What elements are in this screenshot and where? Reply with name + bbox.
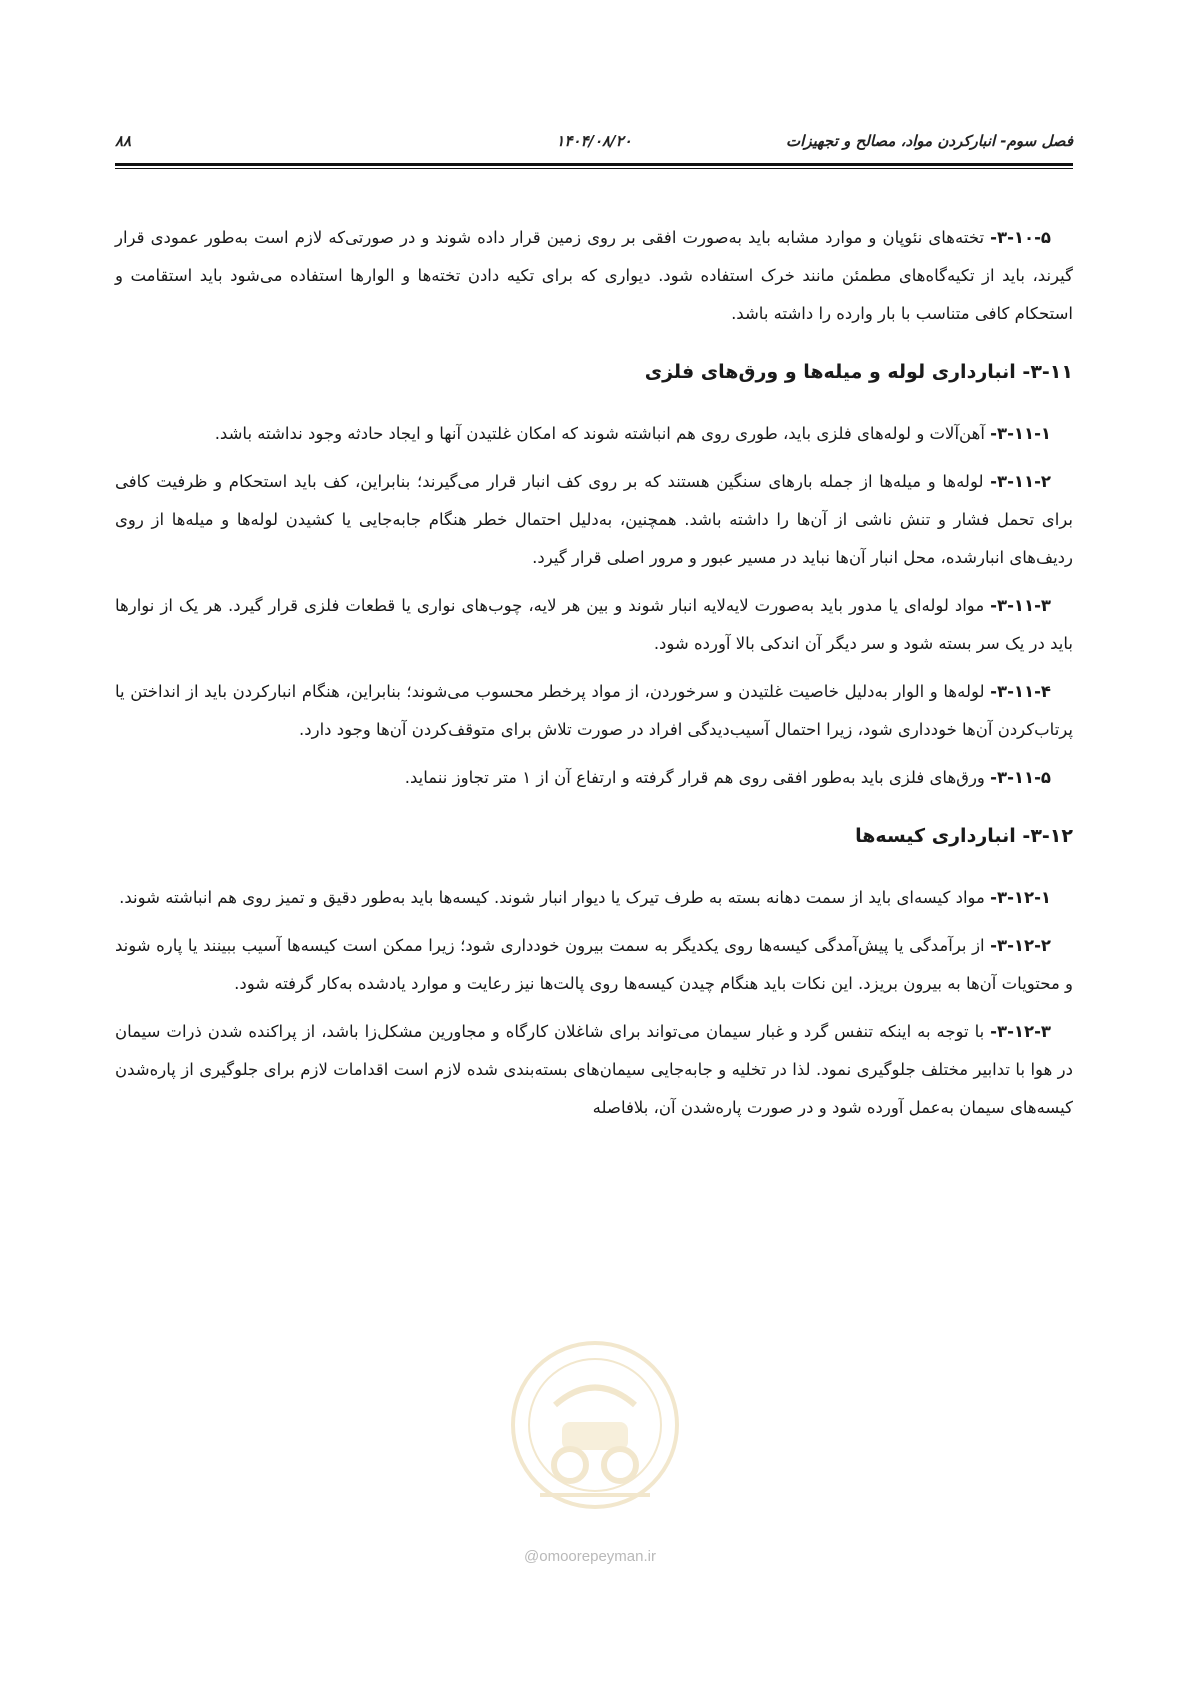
paragraph-text: آهن‌آلات و لوله‌های فلزی باید، طوری روی هم انباشته شوند که امکان غلتیدن آنها و ایجاد حادثه وجود نداشته باشد. (214, 424, 991, 443)
paragraph-3-11-1 (115, 415, 1073, 453)
section-heading-3-12: ۳-۱۲- انبارداری کیسه‌ها (855, 825, 1073, 847)
paragraph-number: ۳-۱۱-۲- (990, 472, 1051, 491)
body-text (115, 219, 1073, 1137)
paragraph-3-11-4 (115, 673, 1073, 749)
paragraph-number: ۳-۱۲-۱- (990, 888, 1051, 907)
paragraph-text: ورق‌های فلزی باید به‌طور افقی روی هم قرار گرفته و ارتفاع آن از ۱ متر تجاوز ننماید. (404, 768, 991, 787)
page-header (115, 128, 1073, 154)
paragraph-number: ۳-۱۱-۵- (990, 768, 1051, 787)
watermark-logo (500, 1330, 690, 1570)
paragraph-number: ۳-۱۱-۴- (990, 682, 1051, 701)
watermark-url: @omoorepeyman.ir (524, 1548, 656, 1565)
paragraph-number: ۳-۱۱-۱- (990, 424, 1051, 443)
paragraph-text: مواد لوله‌ای یا مدور باید به‌صورت لایه‌لایه انبار شوند و بین هر لایه، چوب‌های نواری یا قطعات فلزی قرار گیرد. هر یک از نوارها باید در یک سر بسته شود و سر دیگر آن اندکی بالا آورده شود. (115, 596, 1073, 653)
paragraph-3-10-5 (115, 219, 1073, 333)
paragraph-text: لوله‌ها و میله‌ها از جمله بارهای سنگین هستند که بر روی کف انبار قرار می‌گیرند؛ بنابراین، کف باید استحکام و ظرفیت کافی برای تحمل فشار و تنش ناشی از آن‌ها را داشته باشد. همچنین، به‌دلیل احتمال خطر هنگام جابه‌جایی یا کشیدن لوله‌ها و میله‌ها از روی ردیف‌های انبارشده، محل انبار آن‌ها نباید در مسیر عبور و مرور اصلی قرار گیرد. (115, 472, 1073, 567)
paragraph-text: تخته‌های نئوپان و موارد مشابه باید به‌صورت افقی بر روی زمین قرار داده شوند و در صورتی‌که لازم است به‌طور عمودی قرار گیرند، باید از تکیه‌گاه‌های مطمئن مانند خرک استفاده شود. دیواری که برای تکیه دادن تخته‌ها و الوارها استفاده می‌شود باید استقامت و استحکام کافی متناسب با بار وارده را داشته باشد. (115, 228, 1073, 323)
paragraph-text: از برآمدگی یا پیش‌آمدگی کیسه‌ها روی یکدیگر به سمت بیرون خودداری شود؛ زیرا ممکن است کیسه‌ها آسیب ببینند یا پاره شوند و محتویات آن‌ها به بیرون بریزد. این نکات باید هنگام چیدن کیسه‌ها روی پالت‌ها نیز رعایت و موارد یادشده به‌کار گرفته شود. (115, 936, 1073, 993)
section-heading-3-11: ۳-۱۱- انبارداری لوله و میله‌ها و ورق‌های فلزی (644, 361, 1073, 383)
header-date: ۱۴۰۴/۰۸/۲۰ (556, 132, 632, 150)
chapter-title: فصل سوم- انبارکردن مواد، مصالح و تجهیزات (786, 132, 1073, 150)
page-number: ۸۸ (115, 132, 132, 150)
paragraph-number: ۳-۱۲-۲- (990, 936, 1051, 955)
paragraph-3-12-1 (115, 879, 1073, 917)
header-rule-thin (115, 168, 1073, 169)
paragraph-number: ۳-۱۱-۳- (990, 596, 1051, 615)
paragraph-3-11-5 (115, 759, 1073, 797)
paragraph-3-12-3 (115, 1013, 1073, 1127)
paragraph-number: ۳-۱۲-۳- (990, 1022, 1051, 1041)
paragraph-text: مواد کیسه‌ای باید از سمت دهانه بسته به طرف تیرک یا دیوار انبار شوند. کیسه‌ها باید به‌طور دقیق و تمیز روی هم انباشته شوند. (119, 888, 991, 907)
paragraph-3-11-2 (115, 463, 1073, 577)
paragraph-text: لوله‌ها و الوار به‌دلیل خاصیت غلتیدن و سرخوردن، از مواد پرخطر محسوب می‌شوند؛ بنابراین، هنگام انبارکردن باید از انداختن یا پرتاب‌کردن آن‌ها خودداری شود، زیرا احتمال آسیب‌دیدگی افراد در صورت تلاش برای متوقف‌کردن آن‌ها وجود دارد. (115, 682, 1073, 739)
header-rule (115, 163, 1073, 166)
paragraph-3-12-2 (115, 927, 1073, 1003)
paragraph-3-11-3 (115, 587, 1073, 663)
paragraph-text: با توجه به اینکه تنفس گرد و غبار سیمان می‌تواند برای شاغلان کارگاه و مجاورین مشکل‌زا باشد، از پراکنده شدن ذرات سیمان در هوا با تدابیر مختلف جلوگیری نمود. لذا در تخلیه و جابه‌جایی سیمان‌های بسته‌بندی شده لازم است اقدامات لازم برای جلوگیری از پاره‌شدن کیسه‌های سیمان به‌عمل آورده شود و در صورت پاره‌شدن آن، بلافاصله (115, 1022, 1073, 1117)
paragraph-number: ۳-۱۰-۵- (990, 228, 1051, 247)
